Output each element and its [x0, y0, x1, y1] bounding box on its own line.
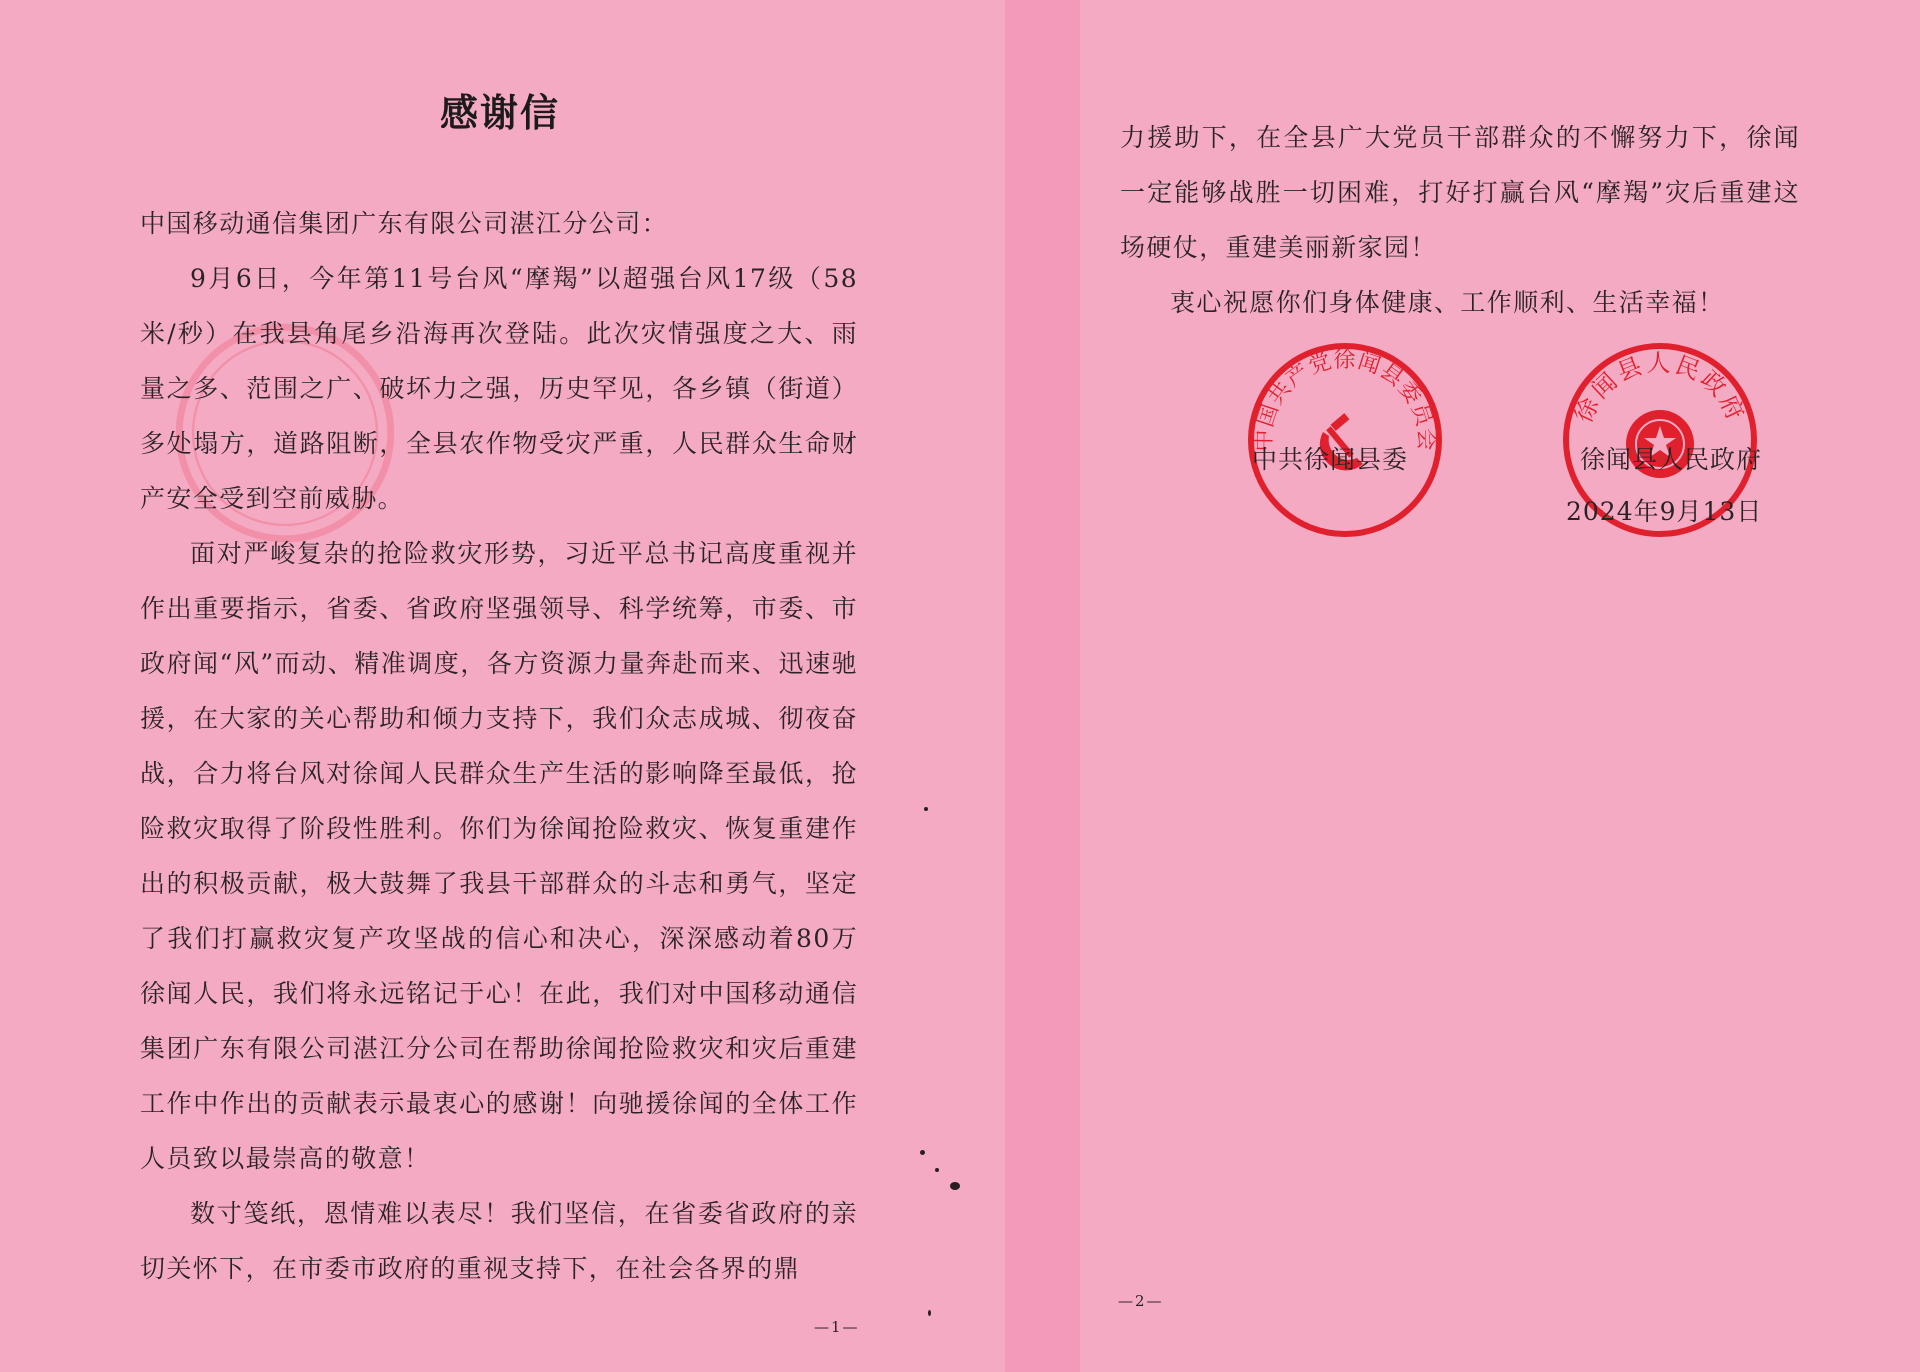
salutation: 中国移动通信集团广东有限公司湛江分公司： [140, 209, 669, 238]
scan-speck [950, 1182, 960, 1190]
svg-text:中国共产党徐闻县委员会 [1252, 348, 1438, 452]
paragraph-2: 面对严峻复杂的抢险救灾形势，习近平总书记高度重视并作出重要指示，省委、省政府坚强领导、科学统筹，市委、市政府闻“风”而动、精准调度，各方资源力量奔赴而来、迅速驰援，在大家的关心帮助和倾力支持下，我们众志成城、彻夜奋战，合力将台风对徐闻人民群众生产生活的影响降至最低，抢险救灾取得了阶段性胜利。你们为徐闻抢险救灾、恢复重建作出的积极贡献，极大鼓舞了我县干部群众的斗志和勇气，坚定了我们打赢救灾复产攻坚战的信心和决心，深深感动着80万徐闻人民，我们将永远铭记于心！在此，我们对中国移动通信集团广东有限公司湛江分公司在帮助徐闻抢险救灾和灾后重建工作中作出的贡献表示最衷心的感谢！向驰援徐闻的全体工作人员致以最崇高的敬意！ [140, 539, 858, 1173]
letter-title: 感谢信 [439, 90, 560, 135]
paragraph-3-start: 数寸笺纸，恩情难以表尽！我们坚信，在省委省政府的亲切关怀下，在市委市政府的重视支持下，在社会各界的鼎 [140, 1199, 858, 1283]
cpc-seal-text: 中国共产党徐闻县委员会 [1251, 347, 1439, 452]
scan-speck [924, 807, 928, 811]
paragraph-1: 9月6日，今年第11号台风“摩羯”以超强台风17级（58米/秒）在我县角尾乡沿海再次登陆。此次灾情强度之大、雨量之多、范围之广、破坏力之强，历史罕见，各乡镇（街道）多处塌方，道路阻断，全县农作物受灾严重，人民群众生命财产安全受到空前威胁。 [140, 264, 858, 513]
gov-seal-text: 徐闻县人民政府 [1569, 349, 1751, 428]
signer-county-government: 徐闻县人民政府 [1580, 445, 1763, 474]
letter-body-page-2 [1120, 110, 1800, 330]
closing-wishes: 衷心祝愿你们身体健康、工作顺利、生活幸福！ [1170, 288, 1725, 317]
scan-speck [935, 1168, 939, 1172]
letter-body-page-1 [140, 196, 858, 1296]
scan-speck [928, 1310, 931, 1316]
paragraph-3-end: 力援助下，在全县广大党员干部群众的不懈努力下，徐闻一定能够战胜一切困难，打好打赢台风“摩羯”灾后重建这场硬仗，重建美丽新家园！ [1120, 123, 1800, 262]
signature-date: 2024年9月13日 [1566, 497, 1763, 526]
scan-speck [920, 1150, 925, 1155]
page-number-1: —1— [814, 1318, 860, 1336]
page-gutter [1005, 0, 1080, 1372]
page-number-2: —2— [1118, 1292, 1164, 1310]
signer-cpc-committee: 中共徐闻县委 [1252, 445, 1409, 474]
